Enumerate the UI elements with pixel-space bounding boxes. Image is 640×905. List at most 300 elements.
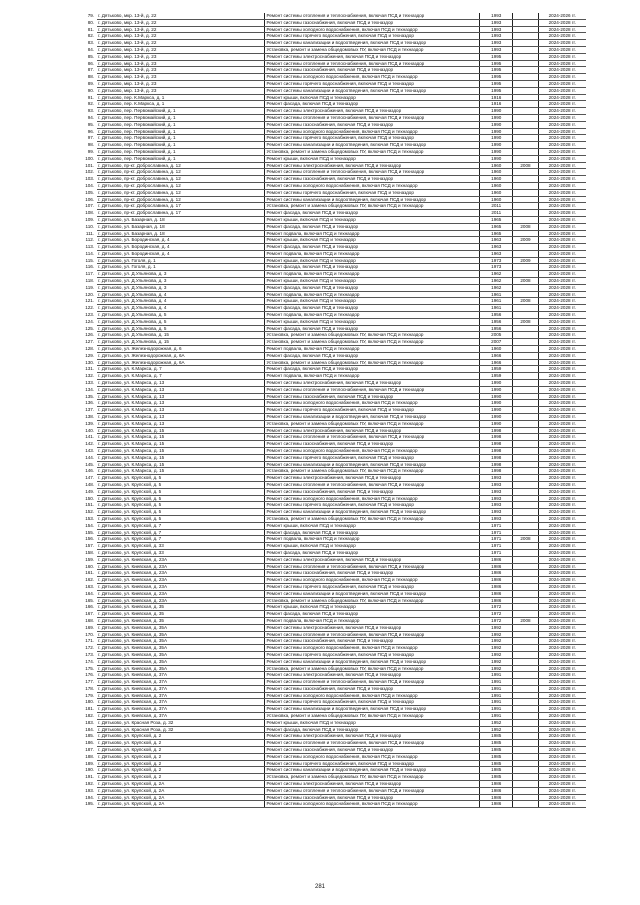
row-number: 84. (87, 46, 95, 52)
build-year-cell: 2007 (480, 339, 513, 346)
row-number: 89. (87, 80, 95, 86)
build-year-cell: 2011 (480, 210, 513, 217)
table-row (78, 101, 586, 108)
address-cell: г. Дятьково, ул. Крупской, д. 2 (97, 753, 265, 760)
planned-period-cell: 2024-2028 гг. (538, 536, 586, 543)
work-type-cell: Ремонт системы электроснабжения, включая ПСД и техназдор (265, 733, 480, 740)
planned-period-cell: 2024-2028 гг. (538, 203, 586, 210)
address-cell: г. Дятьково, ул. Киевская, д. 35 (97, 617, 265, 624)
work-type-cell: Ремонт крыши, включая ПСД и техназдор (265, 543, 480, 550)
row-number: 159. (85, 556, 95, 562)
build-year-cell: 1992 (480, 631, 513, 638)
table-row (78, 142, 586, 149)
planned-period-cell: 2024-2028 гг. (538, 169, 586, 176)
row-number: 148. (85, 481, 95, 487)
last-repair-year-cell (513, 108, 538, 115)
build-year-cell: 1962 (480, 271, 513, 278)
last-repair-year-cell (513, 400, 538, 407)
row-number: 93. (87, 108, 95, 114)
table-row (78, 651, 586, 658)
build-year-cell: 1971 (480, 522, 513, 529)
build-year-cell: 1971 (480, 543, 513, 550)
planned-period-cell: 2024-2028 гг. (538, 155, 586, 162)
planned-period-cell: 2024-2028 гг. (538, 291, 586, 298)
table-row (78, 373, 586, 380)
planned-period-cell: 2024-2028 гг. (538, 577, 586, 584)
row-number: 125. (85, 325, 95, 331)
table-row (78, 556, 586, 563)
table-row (78, 597, 586, 604)
work-type-cell: Ремонт системы газоснабжения, включая ПСД и техназдор (265, 176, 480, 183)
last-repair-year-cell (513, 495, 538, 502)
last-repair-year-cell (513, 509, 538, 516)
last-repair-year-cell (513, 672, 538, 679)
table-row (78, 468, 586, 475)
last-repair-year-cell (513, 393, 538, 400)
table-row (78, 583, 586, 590)
address-cell: г. Дятьково, ул. Крупской, д. 5 (97, 515, 265, 522)
last-repair-year-cell (513, 407, 538, 414)
last-repair-year-cell (513, 685, 538, 692)
address-cell: г. Дятьково, ул. Киевская, д. 35А (97, 651, 265, 658)
work-type-cell: Ремонт системы канализации и водоотведения, включая ПСД и техназдор (265, 706, 480, 713)
work-type-cell: Ремонт системы отопления и теплоснабжения, включая ПСД и техназдор (265, 434, 480, 441)
address-cell: г. Дятьково, ул. Красная Роза, д. 32 (97, 726, 265, 733)
planned-period-cell: 2024-2028 гг. (538, 481, 586, 488)
planned-period-cell: 2024-2028 гг. (538, 617, 586, 624)
row-number: 114. (85, 250, 95, 256)
table-row (78, 414, 586, 421)
build-year-cell: 1986 (480, 794, 513, 801)
table-row (78, 271, 586, 278)
planned-period-cell: 2024-2028 гг. (538, 590, 586, 597)
address-cell: г. Дятьково, ул. К.Маркса, д. 15 (97, 454, 265, 461)
row-number: 130. (85, 359, 95, 365)
row-number: 95. (87, 121, 95, 127)
planned-period-cell: 2024-2028 гг. (538, 549, 586, 556)
planned-period-cell: 2024-2028 гг. (538, 121, 586, 128)
work-type-cell: Ремонт системы канализации и водоотведения, включая ПСД и техназдор (265, 590, 480, 597)
row-number: 132. (85, 373, 95, 379)
table-row (78, 162, 586, 169)
last-repair-year-cell (513, 801, 538, 808)
work-type-cell: Ремонт фасада, включая ПСД и техназдор (265, 366, 480, 373)
last-repair-year-cell (513, 454, 538, 461)
table-row (78, 760, 586, 767)
planned-period-cell: 2024-2028 гг. (538, 135, 586, 142)
address-cell: г. Дятьково, ул. Киевская, д. 23А (97, 577, 265, 584)
last-repair-year-cell (513, 747, 538, 754)
build-year-cell: 1995 (480, 53, 513, 60)
address-cell: г. Дятьково, мкр. 13-й, д. 22 (97, 33, 265, 40)
row-number: 138. (85, 414, 95, 420)
address-cell: г. Дятьково, ул. Киевская, д. 37А (97, 713, 265, 720)
address-cell: г. Дятьково, ул. Д.Ульянова, д. 4 (97, 305, 265, 312)
address-cell: г. Дятьково, ул. Киевская, д. 37А (97, 699, 265, 706)
last-repair-year-cell (513, 611, 538, 618)
table-row (78, 312, 586, 319)
address-cell: г. Дятьково, ул. Бородинская, д. 4 (97, 237, 265, 244)
last-repair-year-cell (513, 475, 538, 482)
work-type-cell: Ремонт системы холодного водоснабжения, включая ПСД и техназдор (265, 577, 480, 584)
last-repair-year-cell (513, 563, 538, 570)
last-repair-year-cell: 2009 (513, 257, 538, 264)
build-year-cell: 1965 (480, 230, 513, 237)
planned-period-cell: 2024-2028 гг. (538, 182, 586, 189)
address-cell: г. Дятьково, пер. Первомайский, д. 1 (97, 148, 265, 155)
table-row (78, 577, 586, 584)
work-type-cell: Ремонт системы электроснабжения, включая ПСД и техназдор (265, 380, 480, 387)
table-row (78, 250, 586, 257)
build-year-cell: 1960 (480, 346, 513, 353)
work-type-cell: Ремонт фасада, включая ПСД и техназдор (265, 264, 480, 271)
table-row (78, 522, 586, 529)
table-row (78, 114, 586, 121)
address-cell: г. Дятьково, ул. Крупской, д. 5 (97, 509, 265, 516)
last-repair-year-cell (513, 264, 538, 271)
work-type-cell: Ремонт системы электроснабжения, включая ПСД и техназдор (265, 162, 480, 169)
row-number: 129. (85, 352, 95, 358)
address-cell: г. Дятьково, ул. К.Маркса, д. 13 (97, 393, 265, 400)
build-year-cell: 1971 (480, 529, 513, 536)
table-row (78, 352, 586, 359)
address-cell: г. Дятьково, ул. Киевская, д. 23А (97, 570, 265, 577)
build-year-cell: 1985 (480, 740, 513, 747)
table-row (78, 801, 586, 808)
address-cell: г. Дятьково, ул. Киевская, д. 37А (97, 706, 265, 713)
last-repair-year-cell (513, 468, 538, 475)
address-cell: г. Дятьково, ул. Киевская, д. 23А (97, 597, 265, 604)
work-type-cell: Ремонт крыши, включая ПСД и техназдор (265, 318, 480, 325)
table-row (78, 386, 586, 393)
address-cell: г. Дятьково, ул. Крупской, д. 5 (97, 488, 265, 495)
work-type-cell: Ремонт подвала, включая ПСД и техназдор (265, 271, 480, 278)
table-row (78, 719, 586, 726)
work-type-cell: Установка, ремонт и замена общедомовых ПУ, включая ПСД и техназдор (265, 665, 480, 672)
table-row (78, 346, 586, 353)
address-cell: г. Дятьково, ул. Киевская, д. 35А (97, 658, 265, 665)
table-row (78, 624, 586, 631)
address-cell: г. Дятьково, ул. Крупской, д. 2А (97, 794, 265, 801)
build-year-cell: 1973 (480, 257, 513, 264)
address-cell: г. Дятьково, ул. К.Маркса, д. 15 (97, 434, 265, 441)
work-type-cell: Ремонт системы канализации и водоотведения, включая ПСД и техназдор (265, 40, 480, 47)
work-type-cell: Ремонт системы электроснабжения, включая ПСД и техназдор (265, 624, 480, 631)
work-type-cell: Ремонт системы горячего водоснабжения, включая ПСД и техназдор (265, 502, 480, 509)
table-row (78, 726, 586, 733)
address-cell: г. Дятьково, ул. Киевская, д. 37А (97, 679, 265, 686)
work-type-cell: Ремонт системы холодного водоснабжения, включая ПСД и техназдор (265, 495, 480, 502)
build-year-cell: 1991 (480, 672, 513, 679)
planned-period-cell: 2024-2028 гг. (538, 176, 586, 183)
address-cell: г. Дятьково, ул. Бородинская, д. 4 (97, 250, 265, 257)
work-type-cell: Установка, ремонт и замена общедомовых ПУ, включая ПСД и техназдор (265, 713, 480, 720)
work-type-cell: Ремонт подвала, включая ПСД и техназдор (265, 617, 480, 624)
address-cell: г. Дятьково, мкр. 13-й, д. 23 (97, 74, 265, 81)
table-row (78, 339, 586, 346)
last-repair-year-cell (513, 352, 538, 359)
document-table-container (78, 13, 586, 808)
work-type-cell: Ремонт системы горячего водоснабжения, включая ПСД и техназдор (265, 699, 480, 706)
table-row (78, 148, 586, 155)
table-row (78, 794, 586, 801)
table-row (78, 128, 586, 135)
row-number: 188. (85, 753, 95, 759)
planned-period-cell: 2024-2028 гг. (538, 40, 586, 47)
address-cell: г. Дятьково, ул. Киевская, д. 35А (97, 638, 265, 645)
last-repair-year-cell (513, 448, 538, 455)
address-cell: г. Дятьково, ул. Киевская, д. 35 (97, 604, 265, 611)
page-number: 281 (314, 884, 325, 890)
planned-period-cell: 2024-2028 гг. (538, 373, 586, 380)
row-number: 143. (85, 448, 95, 453)
row-number: 151. (85, 502, 95, 508)
build-year-cell: 1993 (480, 46, 513, 53)
address-cell: г. Дятьково, ул. К.Маркса, д. 15 (97, 448, 265, 455)
row-number: 101. (85, 162, 95, 168)
address-cell: г. Дятьково, ул. Крупской, д. 2 (97, 767, 265, 774)
build-year-cell: 1985 (480, 760, 513, 767)
address-cell: г. Дятьково, ул. К.Маркса, д. 7 (97, 373, 265, 380)
work-type-cell: Ремонт фасада, включая ПСД и техназдор (265, 305, 480, 312)
table-row (78, 135, 586, 142)
work-type-cell: Ремонт системы отопления и теплоснабжения, включая ПСД и техназдор (265, 679, 480, 686)
row-number: 126. (85, 332, 95, 338)
last-repair-year-cell (513, 203, 538, 210)
row-number: 142. (85, 441, 95, 447)
work-type-cell: Ремонт подвала, включая ПСД и техназдор (265, 312, 480, 319)
last-repair-year-cell (513, 706, 538, 713)
address-cell: г. Дятьково, ул. Базарная, д. 18 (97, 230, 265, 237)
row-number: 128. (85, 346, 95, 352)
address-cell: г. Дятьково, ул. К.Маркса, д. 13 (97, 386, 265, 393)
build-year-cell: 1990 (480, 128, 513, 135)
table-row (78, 318, 586, 325)
planned-period-cell: 2024-2028 гг. (538, 522, 586, 529)
table-row (78, 617, 586, 624)
last-repair-year-cell (513, 46, 538, 53)
address-cell: г. Дятьково, ул. Крупской, д. 2А (97, 801, 265, 808)
row-number: 81. (87, 26, 95, 32)
planned-period-cell: 2024-2028 гг. (538, 570, 586, 577)
last-repair-year-cell (513, 461, 538, 468)
build-year-cell: 1995 (480, 67, 513, 74)
build-year-cell: 1960 (480, 176, 513, 183)
table-row (78, 543, 586, 550)
planned-period-cell: 2024-2028 гг. (538, 148, 586, 155)
last-repair-year-cell (513, 325, 538, 332)
last-repair-year-cell: 2008 (513, 318, 538, 325)
planned-period-cell: 2024-2028 гг. (538, 454, 586, 461)
build-year-cell: 1973 (480, 264, 513, 271)
last-repair-year-cell: 2008 (513, 298, 538, 305)
address-cell: г. Дятьково, ул. Киевская, д. 35А (97, 631, 265, 638)
address-cell: г. Дятьково, ул. Д.Ульянова, д. 3 (97, 284, 265, 291)
work-type-cell: Ремонт системы горячего водоснабжения, включая ПСД и техназдор (265, 135, 480, 142)
table-row (78, 590, 586, 597)
build-year-cell: 1993 (480, 488, 513, 495)
row-number: 115. (85, 257, 95, 263)
work-type-cell: Ремонт системы холодного водоснабжения, включая ПСД и техназдор (265, 400, 480, 407)
planned-period-cell: 2024-2028 гг. (538, 223, 586, 230)
work-type-cell: Ремонт системы газоснабжения, включая ПСД и техназдор (265, 441, 480, 448)
address-cell: г. Дятьково, ул. Крупской, д. 33 (97, 549, 265, 556)
build-year-cell: 1986 (480, 570, 513, 577)
row-number: 194. (85, 794, 95, 800)
table-row (78, 706, 586, 713)
last-repair-year-cell (513, 726, 538, 733)
table-row (78, 80, 586, 87)
work-type-cell: Ремонт системы холодного водоснабжения, включая ПСД и техназдор (265, 74, 480, 81)
planned-period-cell: 2024-2028 гг. (538, 556, 586, 563)
table-row (78, 210, 586, 217)
work-type-cell: Ремонт системы холодного водоснабжения, включая ПСД и техназдор (265, 801, 480, 808)
planned-period-cell: 2024-2028 гг. (538, 713, 586, 720)
table-row (78, 767, 586, 774)
row-number: 195. (85, 801, 95, 807)
work-type-cell: Ремонт крыши, включая ПСД и техназдор (265, 522, 480, 529)
table-row (78, 33, 586, 40)
planned-period-cell: 2024-2028 гг. (538, 196, 586, 203)
table-row (78, 672, 586, 679)
planned-period-cell: 2024-2028 гг. (538, 142, 586, 149)
planned-period-cell: 2024-2028 гг. (538, 801, 586, 808)
row-number: 154. (85, 522, 95, 528)
table-row (78, 94, 586, 101)
address-cell: г. Дятьково, ул. Киевская, д. 37А (97, 685, 265, 692)
planned-period-cell: 2024-2028 гг. (538, 726, 586, 733)
last-repair-year-cell (513, 522, 538, 529)
build-year-cell: 1956 (480, 325, 513, 332)
planned-period-cell: 2024-2028 гг. (538, 230, 586, 237)
last-repair-year-cell (513, 244, 538, 251)
row-number: 134. (85, 386, 95, 392)
table-row (78, 611, 586, 618)
work-type-cell: Ремонт фасада, включая ПСД и техназдор (265, 549, 480, 556)
planned-period-cell: 2024-2028 гг. (538, 448, 586, 455)
build-year-cell: 1993 (480, 26, 513, 33)
row-number: 153. (85, 515, 95, 521)
table-row (78, 665, 586, 672)
row-number: 157. (85, 543, 95, 549)
build-year-cell: 1990 (480, 400, 513, 407)
table-row (78, 461, 586, 468)
table-row (78, 223, 586, 230)
last-repair-year-cell (513, 114, 538, 121)
build-year-cell: 1991 (480, 699, 513, 706)
build-year-cell: 1985 (480, 733, 513, 740)
build-year-cell: 1990 (480, 135, 513, 142)
planned-period-cell: 2024-2028 гг. (538, 774, 586, 781)
table-row (78, 645, 586, 652)
planned-period-cell: 2024-2028 гг. (538, 257, 586, 264)
row-number: 183. (85, 719, 95, 725)
table-row (78, 189, 586, 196)
last-repair-year-cell (513, 74, 538, 81)
work-type-cell: Ремонт крыши, включая ПСД и техназдор (265, 604, 480, 611)
planned-period-cell: 2024-2028 гг. (538, 665, 586, 672)
table-row (78, 488, 586, 495)
build-year-cell: 1990 (480, 108, 513, 115)
build-year-cell: 1998 (480, 448, 513, 455)
address-cell: г. Дятьково, ул. Крупской, д. 2 (97, 774, 265, 781)
row-number: 177. (85, 679, 95, 685)
last-repair-year-cell (513, 101, 538, 108)
build-year-cell: 1990 (480, 148, 513, 155)
last-repair-year-cell (513, 305, 538, 312)
table-row (78, 563, 586, 570)
table-row (78, 380, 586, 387)
address-cell: г. Дятьково, мкр. 13-й, д. 22 (97, 19, 265, 26)
last-repair-year-cell (513, 583, 538, 590)
build-year-cell: 1990 (480, 386, 513, 393)
work-type-cell: Ремонт системы отопления и теплоснабжения, включая ПСД и техназдор (265, 563, 480, 570)
build-year-cell: 1995 (480, 80, 513, 87)
work-type-cell: Ремонт системы электроснабжения, включая ПСД и техназдор (265, 108, 480, 115)
table-body (78, 13, 586, 808)
work-type-cell: Ремонт системы газоснабжения, включая ПСД и техназдор (265, 488, 480, 495)
table-row (78, 305, 586, 312)
build-year-cell: 1960 (480, 182, 513, 189)
row-number: 94. (87, 114, 95, 120)
build-year-cell: 1998 (480, 461, 513, 468)
planned-period-cell: 2024-2028 гг. (538, 305, 586, 312)
row-number: 102. (85, 169, 95, 175)
build-year-cell: 1986 (480, 597, 513, 604)
last-repair-year-cell: 2008 (513, 278, 538, 285)
work-type-cell: Ремонт системы горячего водоснабжения, включая ПСД и техназдор (265, 454, 480, 461)
last-repair-year-cell (513, 434, 538, 441)
build-year-cell: 1961 (480, 305, 513, 312)
planned-period-cell: 2024-2028 гг. (538, 427, 586, 434)
work-type-cell: Ремонт системы газоснабжения, включая ПСД и техназдор (265, 794, 480, 801)
row-number: 98. (87, 142, 95, 148)
build-year-cell: 1965 (480, 223, 513, 230)
table-row (78, 733, 586, 740)
build-year-cell: 1991 (480, 713, 513, 720)
row-number: 192. (85, 781, 95, 787)
table-row (78, 264, 586, 271)
table-row (78, 549, 586, 556)
planned-period-cell: 2024-2028 гг. (538, 719, 586, 726)
build-year-cell: 1998 (480, 441, 513, 448)
planned-period-cell: 2024-2028 гг. (538, 583, 586, 590)
row-number: 91. (87, 94, 95, 100)
row-number: 152. (85, 509, 95, 515)
address-cell: г. Дятьково, пер. Первомайский, д. 1 (97, 108, 265, 115)
address-cell: г. Дятьково, пр-кт. Доброславина, д. 17 (97, 203, 265, 210)
table-row (78, 366, 586, 373)
row-number: 163. (85, 583, 95, 589)
address-cell: г. Дятьково, ул. Крупской, д. 2 (97, 740, 265, 747)
address-cell: г. Дятьково, ул. Д.Ульянова, д. 3 (97, 271, 265, 278)
address-cell: г. Дятьково, ул. Гоголя, д. 1 (97, 257, 265, 264)
address-cell: г. Дятьково, ул. Крупской, д. 5 (97, 481, 265, 488)
build-year-cell: 1985 (480, 753, 513, 760)
build-year-cell: 1998 (480, 434, 513, 441)
build-year-cell: 1986 (480, 563, 513, 570)
work-type-cell: Ремонт подвала, включая ПСД и техназдор (265, 373, 480, 380)
build-year-cell: 1972 (480, 617, 513, 624)
build-year-cell: 1986 (480, 583, 513, 590)
planned-period-cell: 2024-2028 гг. (538, 502, 586, 509)
address-cell: г. Дятьково, пр-кт. Доброславина, д. 12 (97, 176, 265, 183)
build-year-cell: 1962 (480, 278, 513, 285)
build-year-cell: 1986 (480, 590, 513, 597)
work-type-cell: Ремонт системы горячего водоснабжения, включая ПСД и техназдор (265, 189, 480, 196)
table-row (78, 481, 586, 488)
row-number: 175. (85, 665, 95, 671)
